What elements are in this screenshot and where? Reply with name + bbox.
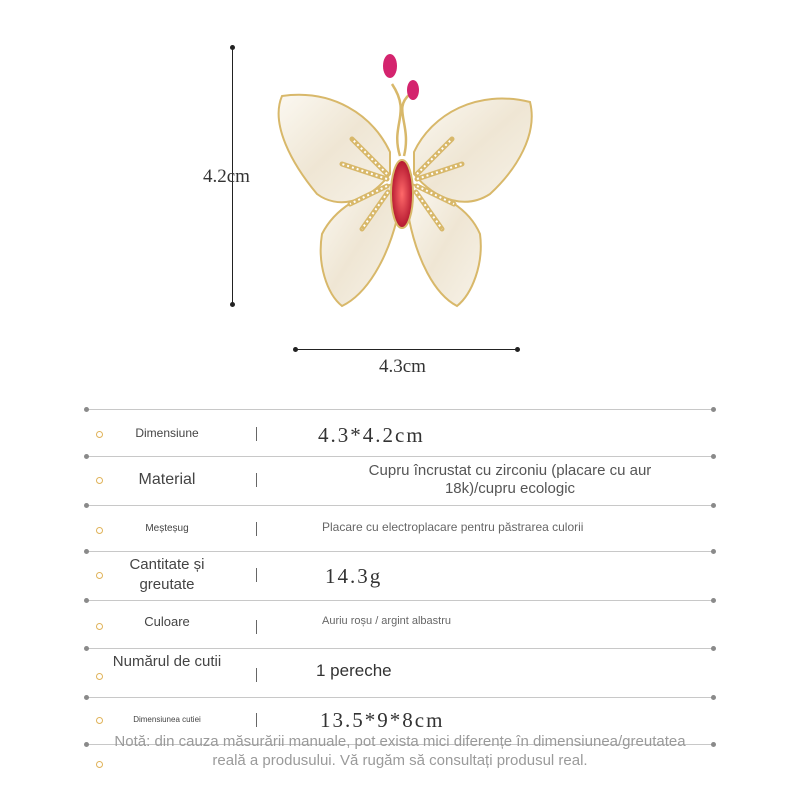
- row-bullet-icon: [96, 527, 103, 534]
- table-divider: [86, 697, 714, 698]
- spec-label-material: Material: [138, 471, 196, 488]
- row-separator: [256, 668, 257, 682]
- table-divider: [86, 505, 714, 506]
- row-bullet-icon: [96, 717, 103, 724]
- width-label: 4.3cm: [379, 356, 426, 377]
- table-divider: [86, 551, 714, 552]
- spec-value-dimensiune: 4.3*4.2cm: [318, 423, 425, 447]
- spec-label-dimensiunea-cutiei: Dimensiunea cutiei: [133, 715, 201, 724]
- spec-label-culoare: Culoare: [144, 614, 190, 629]
- row-separator: [256, 620, 257, 634]
- spec-value-cantitate: 14.3g: [325, 564, 383, 588]
- row-separator: [256, 713, 257, 727]
- row-bullet-icon: [96, 431, 103, 438]
- row-bullet-icon: [96, 477, 103, 484]
- table-divider: [86, 409, 714, 410]
- height-line-top-dot: [230, 45, 235, 50]
- row-separator: [256, 568, 257, 582]
- spec-label-dimensiune: Dimensiune: [135, 426, 199, 440]
- row-bullet-icon: [96, 673, 103, 680]
- spec-value-dimensiunea-cutiei: 13.5*9*8cm: [320, 708, 445, 732]
- spec-value-mestesug: Placare cu electroplacare pentru păstrarea culorii: [322, 520, 584, 534]
- spec-label-numarul-cutii: Numărul de cutii: [112, 653, 222, 670]
- row-separator: [256, 473, 257, 487]
- measurement-disclaimer: Notă: din cauza măsurării manuale, pot exista mici diferențe în dimensiunea/greutatea reală a produsului. Vă rugăm să consultați produsul real.: [114, 733, 686, 769]
- spec-label-cantitate: Cantitate și greutate: [129, 556, 205, 593]
- butterfly-brooch-image: [262, 44, 542, 312]
- width-line-right-dot: [515, 347, 520, 352]
- width-dimension-line: [295, 349, 518, 350]
- height-line-bottom-dot: [230, 302, 235, 307]
- row-bullet-icon: [96, 623, 103, 630]
- row-separator: [256, 522, 257, 536]
- height-label: 4.2cm: [203, 166, 250, 187]
- spec-value-material: Cupru încrustat cu zirconiu (placare cu aur 18k)/cupru ecologic: [368, 462, 652, 497]
- width-line-left-dot: [293, 347, 298, 352]
- table-divider: [86, 456, 714, 457]
- table-divider: [86, 648, 714, 649]
- row-bullet-icon: [96, 572, 103, 579]
- row-separator: [256, 427, 257, 441]
- table-divider: [86, 600, 714, 601]
- spec-label-mestesug: Meșteșug: [145, 523, 189, 534]
- spec-value-culoare: Auriu roșu / argint albastru: [322, 615, 452, 627]
- spec-value-numarul-cutii: 1 pereche: [316, 661, 392, 680]
